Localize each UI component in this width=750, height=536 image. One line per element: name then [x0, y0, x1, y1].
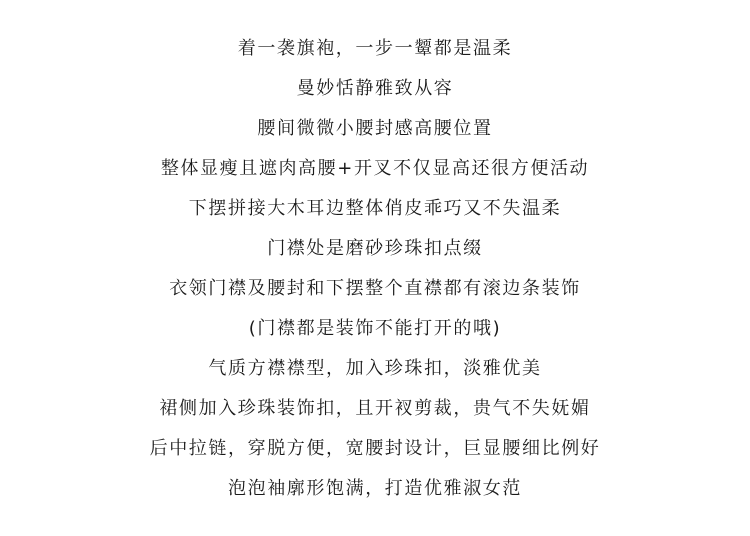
description-line-11: 后中拉链，穿脱方便，宽腰封设计，巨显腰细比例好 — [149, 438, 601, 459]
description-line-5: 下摆拼接大木耳边整体俏皮乖巧又不失温柔 — [188, 198, 562, 219]
description-line-9: 气质方襟襟型，加入珍珠扣，淡雅优美 — [208, 358, 542, 379]
description-line-4: 整体显瘦且遮肉高腰+开叉不仅显高还很方便活动 — [160, 158, 590, 179]
description-lines — [0, 29, 750, 509]
description-line-3: 腰间微微小腰封感高腰位置 — [257, 118, 493, 139]
description-line-6: 门襟处是磨砂珍珠扣点缀 — [267, 238, 483, 259]
description-line-8: (门襟都是装饰不能打开的哦) — [248, 318, 502, 339]
description-line-2: 曼妙恬静雅致从容 — [296, 78, 454, 99]
description-line-1: 着一袭旗袍，一步一颦都是温柔 — [237, 38, 513, 59]
description-line-7: 衣领门襟及腰封和下摆整个直襟都有滚边条装饰 — [169, 278, 581, 299]
description-line-12: 泡泡袖廓形饱满，打造优雅淑女范 — [228, 478, 522, 499]
description-line-10: 裙侧加入珍珠装饰扣，且开衩剪裁，贵气不失妩媚 — [159, 398, 591, 419]
